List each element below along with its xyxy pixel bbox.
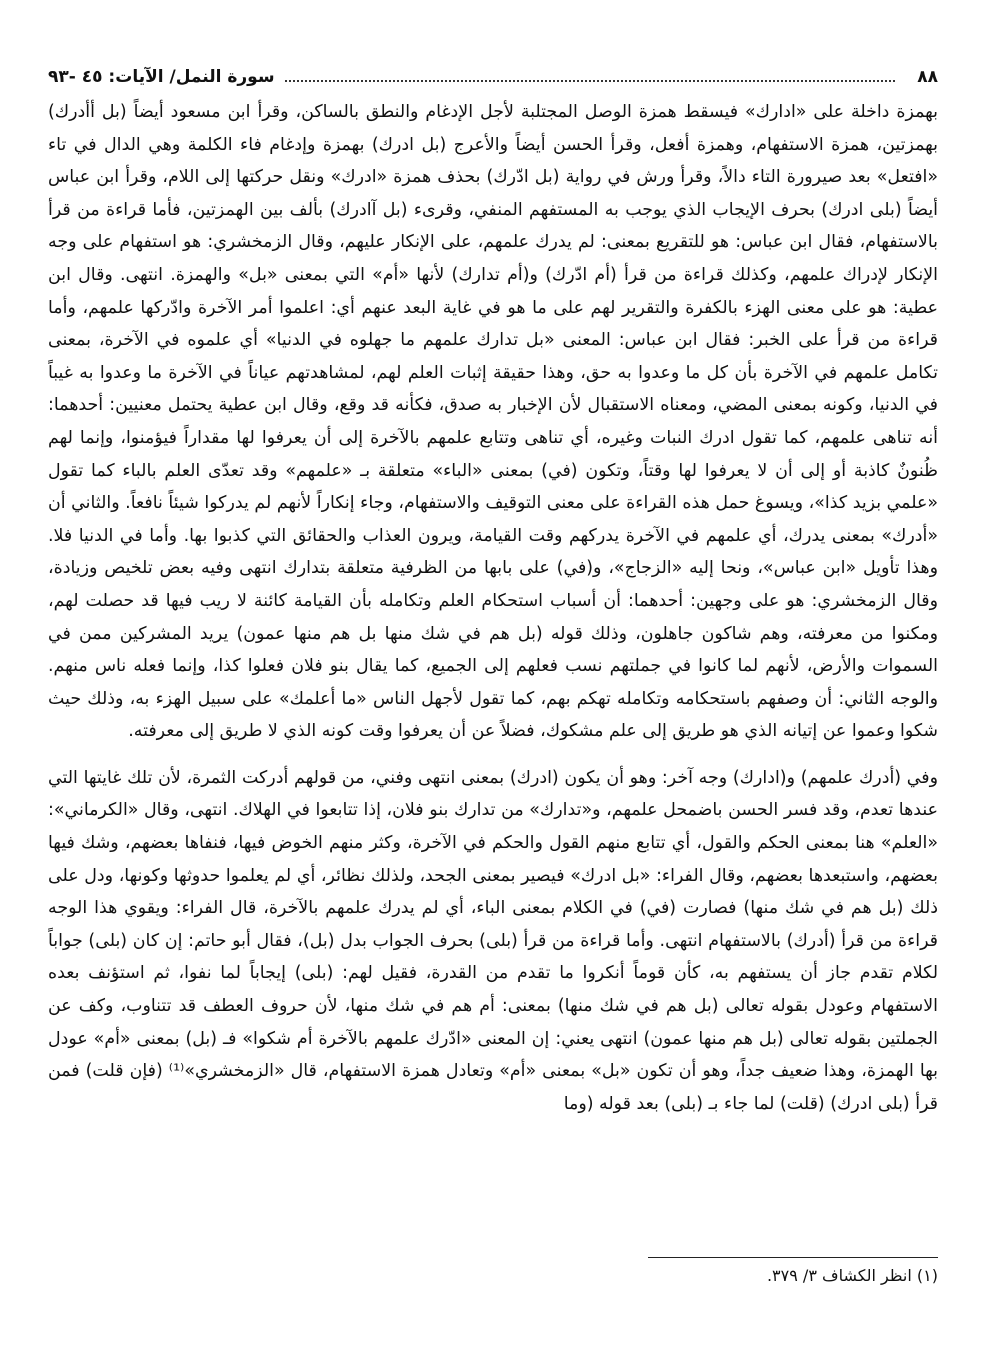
running-header bbox=[48, 62, 938, 92]
main-text bbox=[48, 96, 938, 1228]
page bbox=[48, 56, 938, 1346]
footnote: (١) انظر الكشاف ٣/ ٣٧٩. bbox=[766, 1266, 938, 1285]
header-title: سورة النمل/ الآيات: ٤٥ -٩٣ bbox=[48, 67, 275, 87]
header-leader-dots bbox=[285, 72, 896, 82]
paragraph-1: بهمزة داخلة على «ادارك» فيسقط همزة الوصل المجتلبة لأجل الإدغام والنطق بالساكن، وقرأ ابن مسعود أيضاً (بل أأدرك) بهمزتين، همزة الاستفهام، وهمزة أفعل، وقرأ الحسن أيضاً والأعرج (بل ادرك) بهمزة وإدغام فاء الكلمة وهي الدال في تاء «افتعل» بعد صيرورة التاء دالاً، وقرأ ورش في رواية (بل ادّرك) بحذف همزة «ادرك» ونقل حركتها إلى اللام، وقرأ ابن عباس أيضاً (بلى ادرك) بحرف الإيجاب الذي يوجب به المستفهم المنفي، وقرىء (بل آادرك) بألف بين الهمزتين، فأما قراءة من قرأ بالاستفهام، فقال ابن عباس: هو للتقريع بمعنى: لم يدرك علمهم، على الإنكار عليهم، وقال الزمخشري: هو استفهام على وجه الإنكار لإدراك علمهم، وكذلك قراءة من قرأ (أم ادّرك) و(أم تدارك) لأنها «أم» التي بمعنى «بل» والهمزة. انتهى. وقال ابن عطية: هو على معنى الهزء بالكفرة والتقرير لهم على ما هو في غاية البعد عنهم أي: اعلموا أمر الآخرة وادّركها علمهم، وأما قراءة من قرأ على الخبر: فقال ابن عباس: المعنى «بل تدارك علمهم ما جهلوه في الدنيا» أي علموه في الآخرة، بمعنى تكامل علمهم في الآخرة بأن كل ما وعدوا به حق، وهذا حقيقة إثبات العلم لهم، لمشاهدتهم عياناً في الآخرة ما وعدوا به غيباً في الدنيا، وكونه بمعنى المضي، ومعناه الاستقبال لأن الإخبار به صدق، فكأنه قد وقع، وقال ابن عطية يحتمل معنيين: أحدهما: أنه تناهى علمهم، كما تقول ادرك النبات وغيره، أي تناهى وتتابع علمهم بالآخرة إلى أن يعرفوا لها مقداراً فيؤمنوا، وإنما لهم ظُنونٌ كاذبة أو إلى أن لا يعرفوا لها وقتاً، وتكون (في) بمعنى «الباء» متعلقة بـ «علمهم» وقد تعدّى العلم بالباء كما تقول «علمي بزيد كذا»، ويسوغ حمل هذه القراءة على معنى التوقيف والاستفهام، وجاء إنكاراً لأنهم لم يدركوا شيئاً نافعاً. والثاني أن «أدرك» بمعنى يدرك، أي علمهم في الآخرة يدركهم وقت القيامة، ويرون العذاب والحقائق التي كذبوا بها. وأما في الدنيا فلا. وهذا تأويل «ابن عباس»، ونحا إليه «الزجاج»، و(في) على بابها من الظرفية متعلقة بتدارك انتهى وفيه بعض تلخيص وزيادة، وقال الزمخشري: هو على وجهين: أحدهما: أن أسباب استحكام العلم وتكامله بأن القيامة كائنة لا ريب فيها قد حصلت لهم، ومكنوا من معرفته، وهم شاكون جاهلون، وذلك قوله (بل هم في شك منها بل هم منها عمون) يريد المشركين ممن في السموات والأرض، لأنهم لما كانوا في جملتهم نسب فعلهم إلى الجميع، كما يقال بنو فلان فعلوا كذا، وإنما فعله ناس منهم. والوجه الثاني: أن وصفهم باستحكامه وتكامله تهكم بهم، كما تقول لأجهل الناس «ما أعلمك» على سبيل الهزء به، وذلك حيث شكوا وعموا عن إتيانه الذي هو طريق إلى علم مشكوك، فضلاً عن أن يعرفوا وقت كونه الذي لا طريق إلى معرفته. bbox=[48, 102, 938, 742]
footnote-separator bbox=[648, 1257, 938, 1258]
paragraph-2: وفي (أدرك علمهم) و(ادارك) وجه آخر: وهو أن يكون (ادرك) بمعنى انتهى وفني، من قولهم أدركت الثمرة، لأن تلك غايتها التي عندها تعدم، وقد فسر الحسن باضمحل علمهم، و«تدارك» من تدارك بنو فلان، إذا تتابعوا في الهلاك. انتهى، وقال «الكرماني»: «العلم» هنا بمعنى الحكم والقول، أي تتابع منهم القول والحكم في الآخرة، وكثر منهم الخوض فيها، فنفاها بعضهم، وشك فيها بعضهم، واستبعدها بعضهم، وقال الفراء: «بل ادرك» فيصير بمعنى الجحد، ولذلك نظائر، أي لم يعلموا حدوثها وكونها، ودل على ذلك (بل هم في شك منها) فصارت (في) في الكلام بمعنى الباء، أي لم يدرك علمهم بالآخرة، قال الفراء: ويقوي هذا الوجه قراءة من قرأ (أدرك) بالاستفهام انتهى. وأما قراءة من قرأ (بلى) بحرف الجواب بدل (بل)، فقال أبو حاتم: إن كان (بلى) جواباً لكلام تقدم جاز أن يستفهم به، كأن قوماً أنكروا ما تقدم من القدرة، فقيل لهم: (بلى) إيجاباً لما نفوا، ثم استؤنف بعده الاستفهام وعودل بقوله تعالى (بل هم في شك منها) بمعنى: أم هم في شك منها، لأن حروف العطف قد تتناوب، وكف عن الجملتين بقوله تعالى (بل هم منها عمون) انتهى يعني: إن المعنى «ادّرك علمهم بالآخرة أم شكوا» فـ (بل) بمعنى «أم» عودل بها الهمزة، وهذا ضعيف جداً، وهو أن تكون «بل» بمعنى «أم» وتعادل همزة الاستفهام، قال «الزمخشري»⁽¹⁾ (فإن قلت) فمن قرأ (بلى ادرك) (قلت) لما جاء بـ (بلى) بعد قوله (وما bbox=[48, 767, 938, 1114]
page-number: ٨٨ bbox=[917, 67, 938, 87]
